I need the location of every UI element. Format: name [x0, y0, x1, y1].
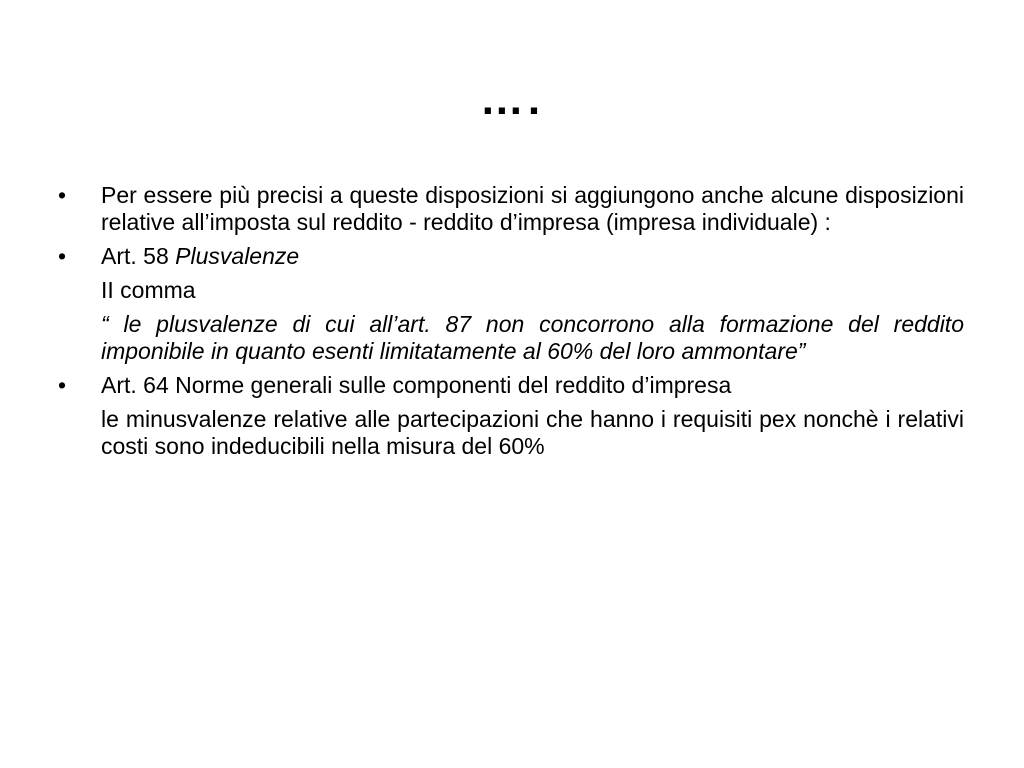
slide-body — [58, 182, 964, 467]
bullet-item — [58, 182, 964, 236]
bullet-text: Art. 64 Norme generali sulle componenti del reddito d’impresa — [101, 372, 732, 398]
bullet-text: Per essere più precisi a queste disposizioni si aggiungono anche alcune disposizioni relative all’imposta sul reddito - reddito d’impresa (impresa individuale) : — [101, 182, 964, 235]
bullet-icon: • — [58, 372, 67, 398]
bullet-text: Art. 58 — [101, 243, 176, 269]
quote-paragraph: “ le plusvalenze di cui all’art. 87 non concorrono alla formazione del reddito imponibile in quanto esenti limitatamente al 60% del loro ammontare” — [101, 311, 964, 364]
bullet-item — [58, 372, 964, 399]
sub-paragraph: le minusvalenze relative alle partecipazioni che hanno i requisiti pex nonchè i relativi costi sono indeducibili nella misura del 60% — [101, 406, 964, 459]
slide-title: …. — [479, 75, 545, 124]
sub-paragraph: II comma — [101, 277, 196, 303]
bullet-icon: • — [58, 182, 67, 208]
bullet-text-italic: Plusvalenze — [175, 243, 300, 269]
bullet-icon: • — [58, 243, 67, 269]
bullet-item — [58, 243, 964, 270]
